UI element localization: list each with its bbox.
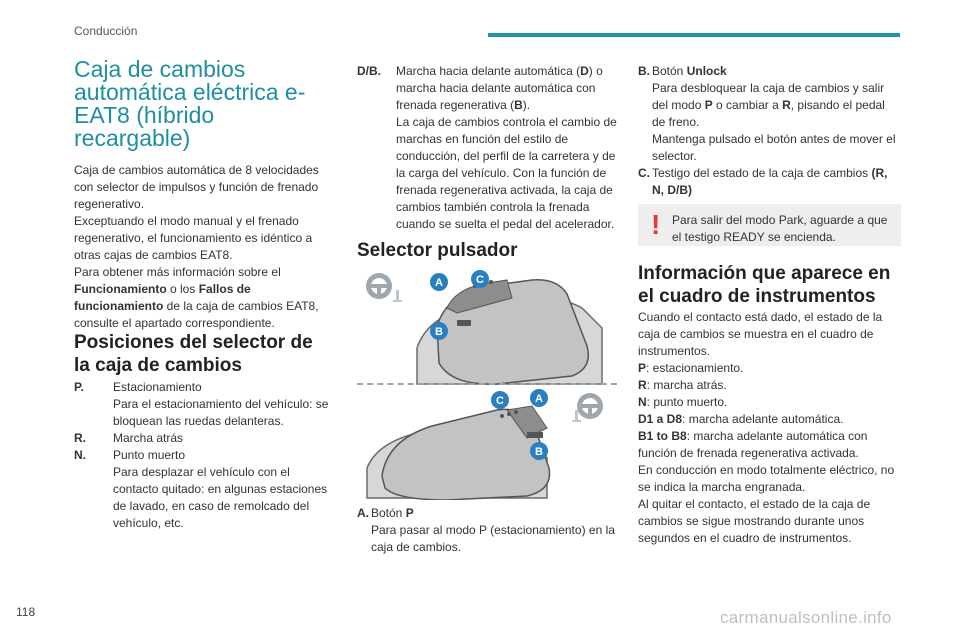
cluster-intro: Cuando el contacto está dado, el estado de la caja de cambios se muestra en el cuadro de instrumentos.	[638, 310, 883, 358]
cluster-entry-r: R: marcha atrás.	[638, 378, 727, 392]
position-item-r: R. Marcha atrás	[74, 431, 184, 445]
header-accent-bar	[488, 33, 900, 37]
running-header: Conducción	[74, 24, 138, 38]
page-number: 118	[16, 605, 36, 619]
illustration-divider	[357, 383, 617, 385]
steering-wheel-icon	[366, 273, 402, 302]
position-item-db: D/B. Marcha hacia delante automática (D) o marcha hacia delante automática con frenada regenerativa (B). La caja de cambios controla el cambio de marchas en función del estilo de conducción, del perfil de la carretera y de la carga del vehículo. Con la función de frenada regenerativa activada, la caja de cambios también controla la frenada cuando se suelta el pedal del acelerador.	[357, 64, 617, 231]
selector-illustration-top	[357, 268, 619, 386]
callout-c-label: C	[496, 395, 504, 407]
steering-wheel-icon	[572, 393, 603, 422]
warning-exclamation-icon: !	[651, 209, 661, 240]
cluster-heading: Información que aparece en el cuadro de instrumentos	[638, 263, 891, 307]
warning-text: Para salir del modo Park, aguarde a que el testigo READY se encienda.	[672, 213, 888, 244]
positions-list	[74, 379, 334, 532]
callout-b-label: B	[435, 326, 443, 338]
position-item-p: P. Estacionamiento Para el estacionamiento del vehículo: se bloquean las ruedas delanteras.	[74, 380, 329, 428]
selector-items-bc	[638, 63, 900, 199]
selector-item-b: B. Botón Unlock Para desbloquear la caja de cambios y salir del modo P o cambiar a R, pisando el pedal de freno. Mantenga pulsado el botón antes de mover el selector.	[638, 64, 896, 163]
positions-heading: Posiciones del selector de la caja de cambios	[74, 332, 313, 376]
selector-illustration-bottom	[357, 388, 619, 500]
cluster-entry-b: B1 to B8: marcha adelante automática con función de frenada regenerativa activada.	[638, 429, 868, 460]
cluster-entry-d: D1 a D8: marcha adelante automática.	[638, 412, 844, 426]
cluster-entry-n: N: punto muerto.	[638, 395, 728, 409]
selector-item-c: C. Testigo del estado de la caja de cambios (R, N, D/B)	[638, 166, 888, 197]
intro-block	[74, 162, 330, 332]
cluster-ignition-off: Al quitar el contacto, el estado de la caja de cambios se sigue mostrando durante unos segundos en el cuadro de instrumentos.	[638, 497, 871, 545]
intro-p3: Para obtener más información sobre el Funcionamiento o los Fallos de funcionamiento de la caja de cambios EAT8, consulte el apartado correspondiente.	[74, 265, 319, 330]
cluster-block	[638, 309, 900, 547]
selector-item-a: A. Botón P Para pasar al modo P (estacionamiento) en la caja de cambios.	[357, 506, 615, 554]
page-title: Caja de cambios automática eléctrica e-EAT8 (híbrido recargable)	[74, 56, 306, 151]
position-item-n: N. Punto muerto Para desplazar el vehículo con el contacto quitado: en algunas estaciones de lavado, en caso de remolcado del vehículo, etc.	[74, 448, 328, 530]
callout-b-label: B	[535, 446, 543, 458]
watermark: carmanualsonline.info	[720, 608, 892, 627]
cluster-electric: En conducción en modo totalmente eléctrico, no se indica la marcha engranada.	[638, 463, 895, 494]
cluster-entry-p: P: estacionamiento.	[638, 361, 744, 375]
selector-heading: Selector pulsador	[357, 240, 518, 261]
callout-a-label: A	[435, 277, 443, 289]
callout-a-label: A	[535, 393, 543, 405]
warning-box	[638, 204, 901, 246]
callout-c-label: C	[476, 274, 484, 286]
intro-p1: Caja de cambios automática de 8 velocidades con selector de impulsos y función de frenado regenerativo.	[74, 163, 319, 211]
intro-p2: Exceptuando el modo manual y el frenado regenerativo, el funcionamiento es idéntico a otras cajas de cambios EAT8.	[74, 214, 313, 262]
